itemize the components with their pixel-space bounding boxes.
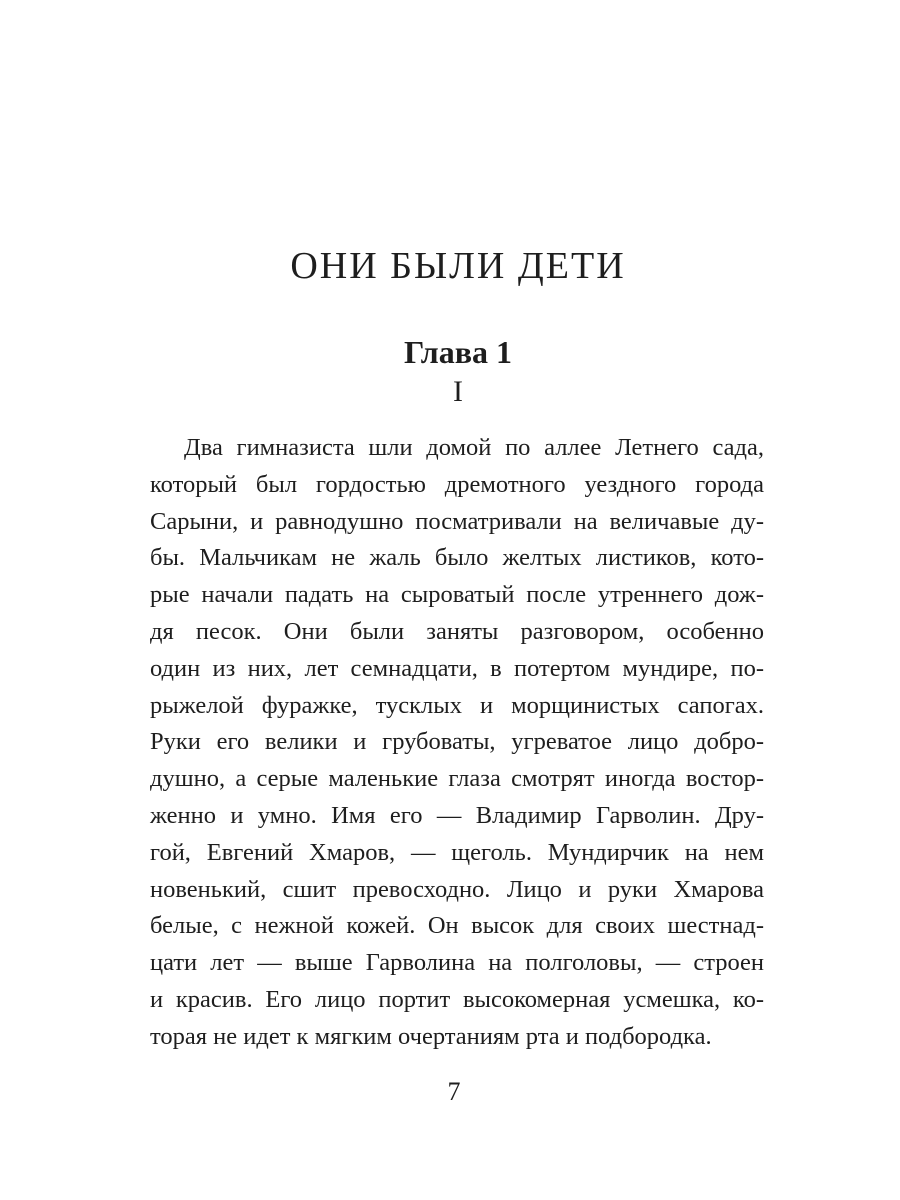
text-line: торая не идет к мягким очертаниям рта и подбородка. [150,1022,712,1050]
text-line: и красив. Его лицо портит высокомерная усмешка, ко- [150,985,764,1013]
text-line: дя песок. Они были заняты разговором, особенно [150,617,764,645]
book-title: ОНИ БЫЛИ ДЕТИ [290,245,626,287]
text-line: рыжелой фуражке, тусклых и морщинистых сапогах. [150,691,764,719]
text-line: Сарыни, и равнодушно посматривали на величавые ду- [150,507,764,535]
text-line: Два гимназиста шли домой по аллее Летнего сада, [184,434,764,461]
text-line: один из них, лет семнадцати, в потертом мундире, по- [150,654,764,682]
text-line: белые, с нежной кожей. Он высок для своих шестнад- [150,912,764,940]
text-line: новенький, сшит превосходно. Лицо и руки Хмарова [150,875,764,903]
chapter-title: Глава 1 [404,334,512,370]
section-numeral: I [453,375,463,408]
body-paragraph [150,430,764,1056]
text-line: который был гордостью дремотного уездного города [150,470,764,498]
text-line: женно и умно. Имя его — Владимир Гарволин. Дру- [150,801,764,829]
text-line: цати лет — выше Гарволина на полголовы, — строен [150,949,764,977]
text-line: рые начали падать на сыроватый после утреннего дож- [150,581,764,609]
text-line: душно, а серые маленькие глаза смотрят иногда востор- [150,765,764,793]
page-number: 7 [447,1077,461,1106]
text-line: бы. Мальчикам не жаль было желтых листиков, кото- [150,544,764,572]
text-line: гой, Евгений Хмаров, — щеголь. Мундирчик на нем [150,838,764,866]
text-line: Руки его велики и грубоваты, угреватое лицо добро- [150,728,764,756]
